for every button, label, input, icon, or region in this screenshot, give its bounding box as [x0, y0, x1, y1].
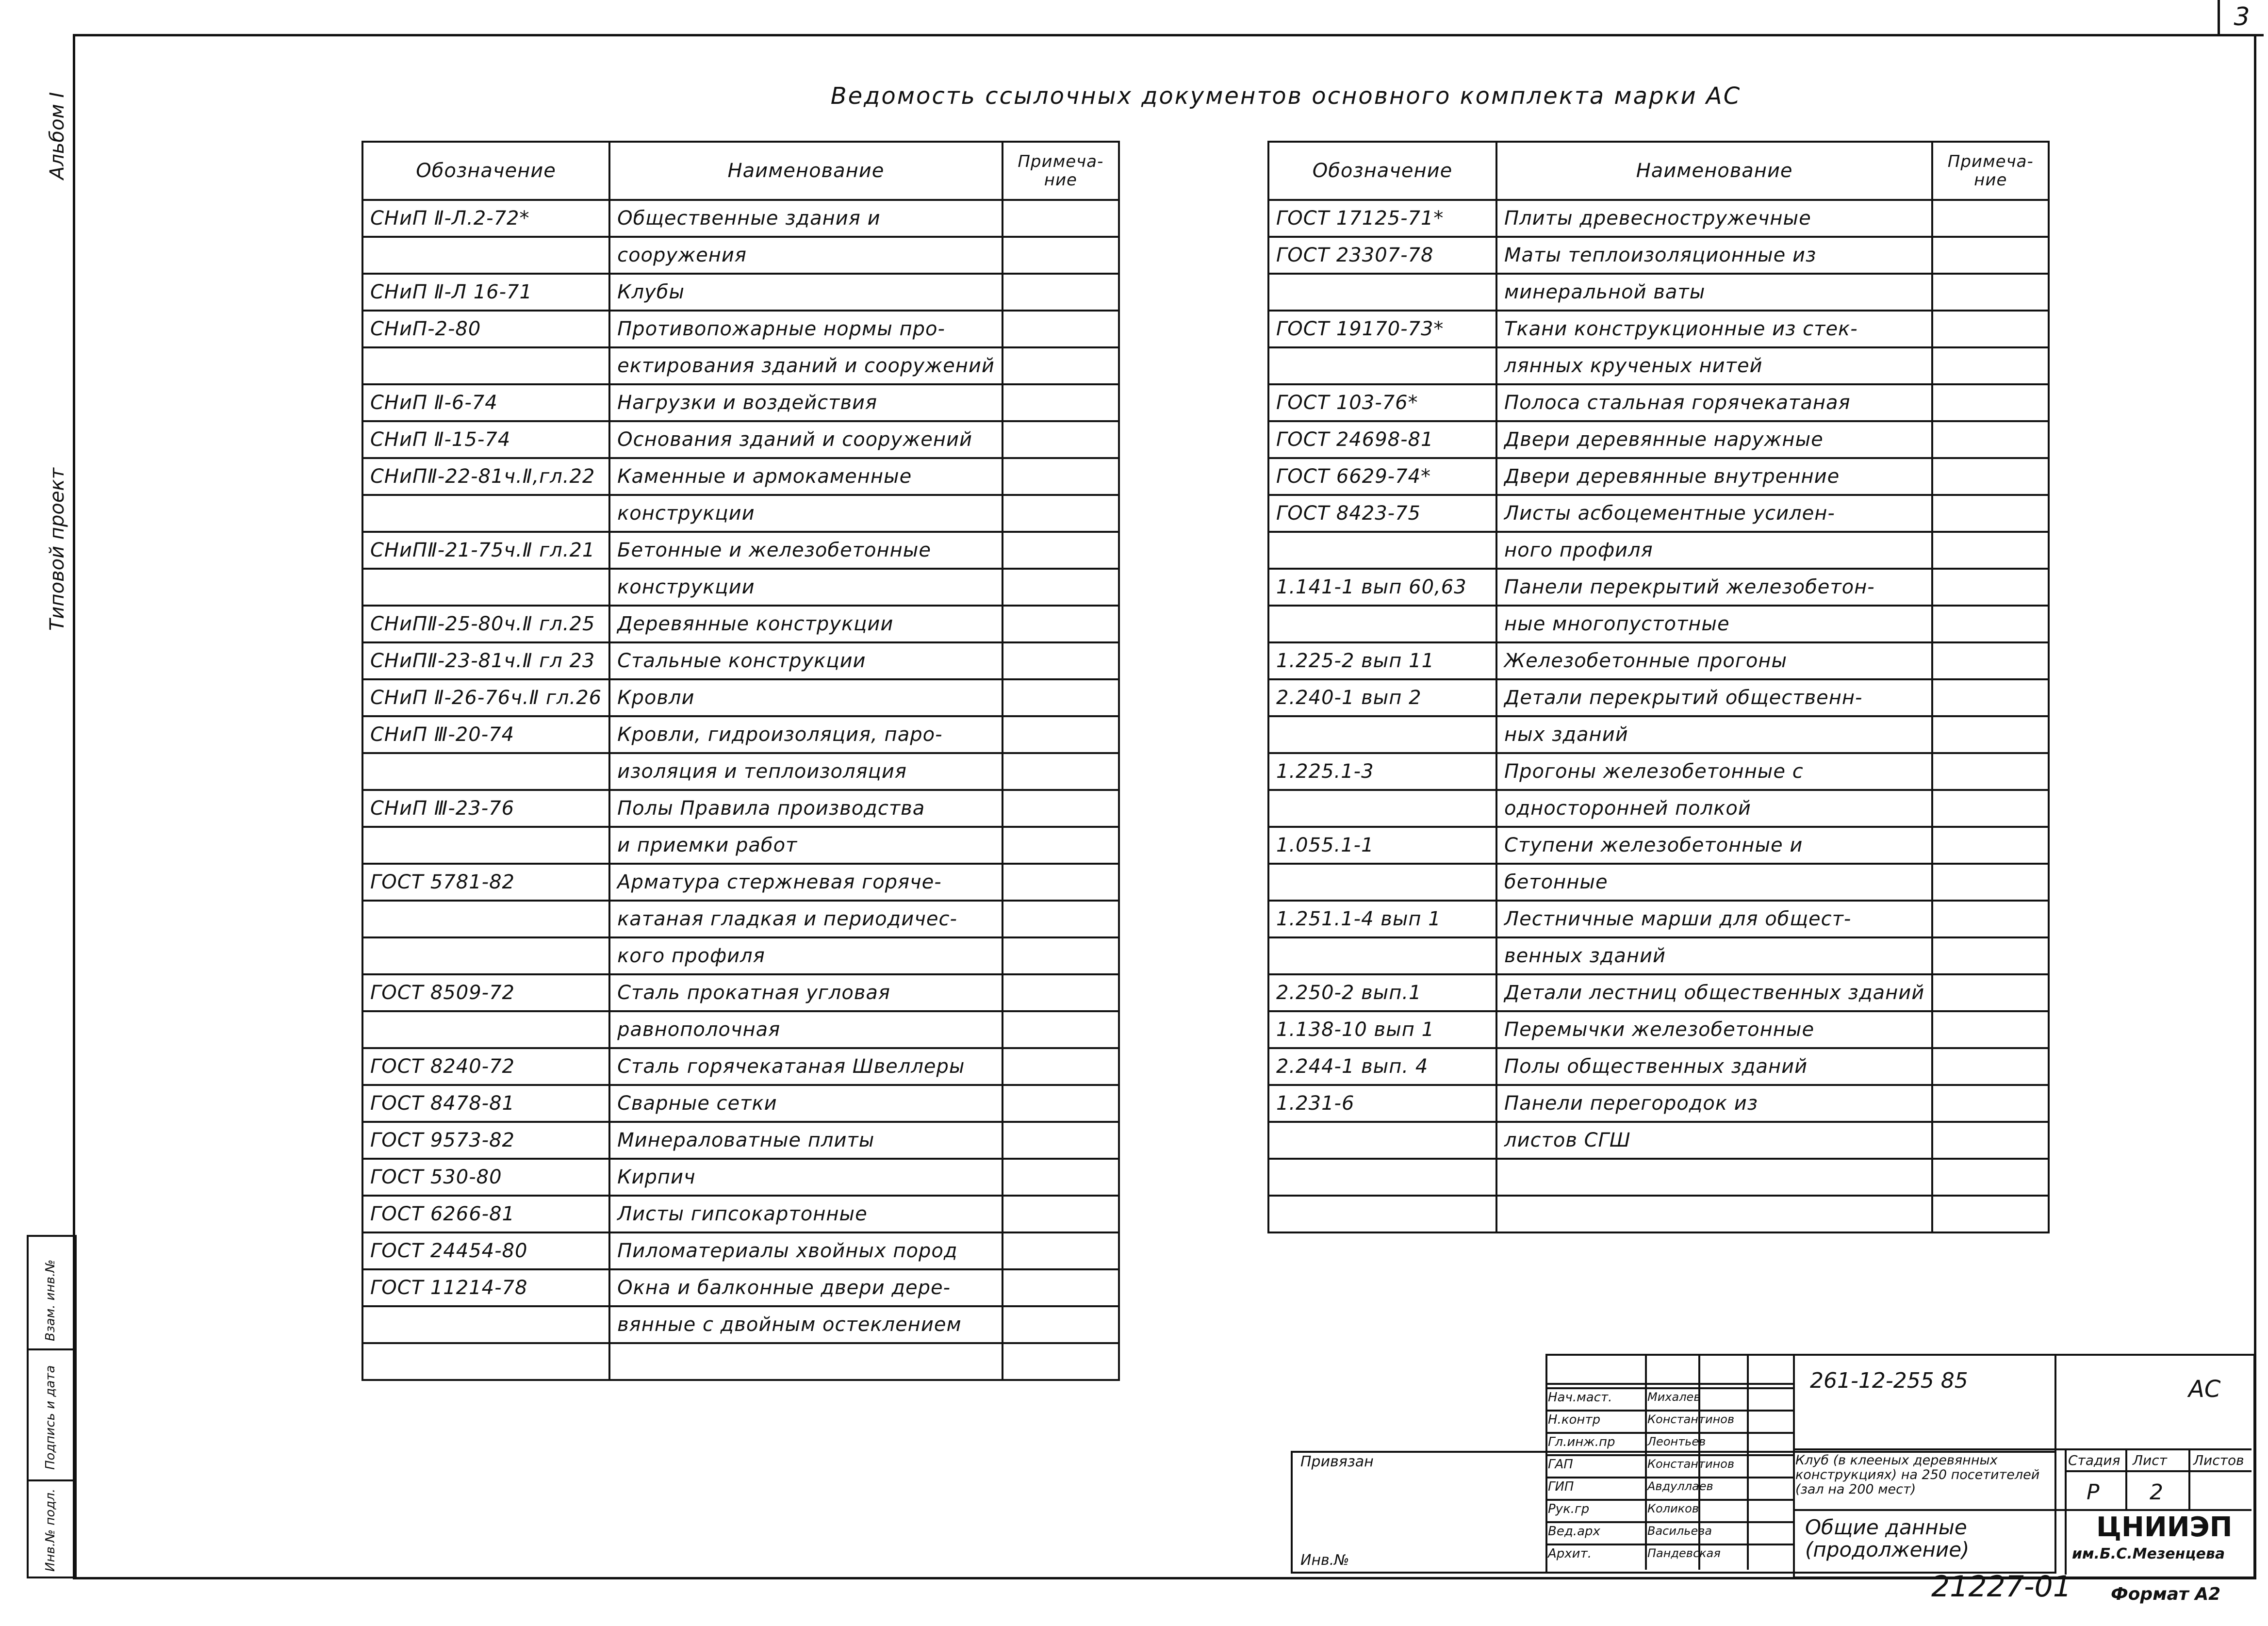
name-cell: равнополочная — [609, 1011, 1003, 1048]
designation-cell: ГОСТ 11214-78 — [362, 1269, 609, 1306]
note-cell — [1003, 274, 1119, 311]
name-cell: лянных крученых нитей — [1496, 347, 1932, 384]
designation-cell: СНиП-2-80 — [362, 311, 609, 347]
table-row — [1268, 1196, 2049, 1232]
name-cell: венных зданий — [1496, 937, 1932, 974]
org-subtitle: им.Б.С.Мезенцева — [2072, 1545, 2225, 1562]
sheet-label: Лист — [2133, 1452, 2167, 1468]
name-cell: Панели перегородок из — [1496, 1085, 1932, 1122]
role-title: Архит. — [1548, 1546, 1592, 1561]
role-divider — [1545, 1477, 1793, 1478]
drawing-mark: АС — [2188, 1376, 2221, 1403]
note-cell — [1932, 311, 2049, 347]
note-cell — [1003, 753, 1119, 790]
name-cell: Сварные сетки — [609, 1085, 1003, 1122]
designation-cell: ГОСТ 530-80 — [362, 1159, 609, 1196]
table-row — [1268, 1048, 2049, 1085]
name-cell: вянные с двойным остеклением — [609, 1306, 1003, 1343]
name-cell: Основания зданий и сооружений — [609, 421, 1003, 458]
sheet-title: Общие данные (продолжение) — [1805, 1515, 1970, 1561]
note-cell — [1003, 421, 1119, 458]
project-label: Типовой проект — [46, 468, 68, 631]
note-cell — [1932, 937, 2049, 974]
name-cell: Полы общественных зданий — [1496, 1048, 1932, 1085]
note-cell — [1003, 1306, 1119, 1343]
stamp-label: Инв.№ подл. — [43, 1488, 58, 1572]
col-name: Наименование — [1496, 142, 1932, 200]
note-cell — [1003, 1122, 1119, 1159]
name-cell: Листы асбоцементные усилен- — [1496, 495, 1932, 532]
name-cell: Каменные и армокаменные — [609, 458, 1003, 495]
note-cell — [1003, 384, 1119, 421]
table-row — [362, 642, 1119, 679]
role-title: ГИП — [1548, 1479, 1574, 1494]
name-cell: Перемычки железобетонные — [1496, 1011, 1932, 1048]
role-divider — [1545, 1410, 1793, 1412]
name-cell: Железобетонные прогоны — [1496, 642, 1932, 679]
table-row — [362, 679, 1119, 716]
table-row — [1268, 532, 2049, 569]
table-row — [362, 1085, 1119, 1122]
designation-cell — [362, 1306, 609, 1343]
org-name: ЦНИИЭП — [2096, 1511, 2233, 1543]
col-designation: Обозначение — [1268, 142, 1496, 200]
role-person: Константинов — [1647, 1457, 1735, 1471]
designation-cell: ГОСТ 103-76* — [1268, 384, 1496, 421]
table-row — [362, 384, 1119, 421]
note-cell — [1932, 495, 2049, 532]
name-cell — [609, 1343, 1003, 1380]
table-row — [362, 716, 1119, 753]
designation-cell — [362, 937, 609, 974]
designation-cell — [1268, 347, 1496, 384]
designation-cell — [362, 237, 609, 274]
note-cell — [1003, 1196, 1119, 1232]
name-cell: ные многопустотные — [1496, 606, 1932, 642]
name-cell: Детали лестниц общественных зданий — [1496, 974, 1932, 1011]
table-row — [362, 753, 1119, 790]
table-row — [1268, 1085, 2049, 1122]
role-person: Михалев — [1647, 1390, 1701, 1404]
table-row — [1268, 1011, 2049, 1048]
note-cell — [1003, 1085, 1119, 1122]
designation-cell: ГОСТ 23307-78 — [1268, 237, 1496, 274]
designation-cell — [1268, 606, 1496, 642]
format-label: Формат А2 — [2111, 1584, 2221, 1604]
note-cell — [1003, 1343, 1119, 1380]
table-row — [1268, 679, 2049, 716]
designation-cell: СНиП Ⅲ-20-74 — [362, 716, 609, 753]
designation-cell: 1.141-1 вып 60,63 — [1268, 569, 1496, 606]
note-cell — [1932, 827, 2049, 864]
table-row — [1268, 753, 2049, 790]
name-cell: Ступени железобетонные и — [1496, 827, 1932, 864]
table-row — [362, 606, 1119, 642]
designation-cell: СНиП Ⅱ-26-76ч.Ⅱ гл.26 — [362, 679, 609, 716]
name-cell: листов СГШ — [1496, 1122, 1932, 1159]
note-cell — [1003, 716, 1119, 753]
note-cell — [1932, 532, 2049, 569]
note-cell — [1932, 790, 2049, 827]
role-title: Нач.маст. — [1548, 1390, 1612, 1405]
note-cell — [1003, 458, 1119, 495]
designation-cell — [1268, 532, 1496, 569]
table-row — [1268, 237, 2049, 274]
designation-cell — [1268, 716, 1496, 753]
role-title: Вед.арх — [1548, 1524, 1600, 1539]
album-label: Альбом I — [46, 92, 68, 180]
designation-cell — [1268, 274, 1496, 311]
designation-cell — [362, 569, 609, 606]
name-cell: кого профиля — [609, 937, 1003, 974]
table-row — [362, 532, 1119, 569]
designation-cell — [1268, 1159, 1496, 1196]
role-title: Н.контр — [1548, 1412, 1601, 1427]
role-title: ГАП — [1548, 1457, 1573, 1472]
name-cell: Минераловатные плиты — [609, 1122, 1003, 1159]
designation-cell: СНиП Ⅲ-23-76 — [362, 790, 609, 827]
table-row — [1268, 569, 2049, 606]
name-cell: Панели перекрытий железобетон- — [1496, 569, 1932, 606]
role-divider — [1545, 1544, 1793, 1545]
designation-cell: 1.251.1-4 вып 1 — [1268, 901, 1496, 937]
role-person: Васильева — [1647, 1524, 1712, 1538]
note-cell — [1932, 1085, 2049, 1122]
table-row — [362, 311, 1119, 347]
margin-stamp — [27, 1235, 77, 1578]
table-row — [362, 458, 1119, 495]
note-cell — [1932, 569, 2049, 606]
note-cell — [1932, 716, 2049, 753]
designation-cell: СНиП Ⅱ-Л 16-71 — [362, 274, 609, 311]
designation-cell: ГОСТ 8423-75 — [1268, 495, 1496, 532]
stamp-label: Подпись и дата — [43, 1365, 58, 1470]
table-row — [1268, 421, 2049, 458]
note-cell — [1932, 1159, 2049, 1196]
note-cell — [1003, 642, 1119, 679]
sheets-label: Листов — [2193, 1452, 2244, 1468]
name-cell: ектирования зданий и сооружений — [609, 347, 1003, 384]
note-cell — [1932, 864, 2049, 901]
table-row — [1268, 827, 2049, 864]
table-row — [362, 347, 1119, 384]
table-row — [362, 864, 1119, 901]
designation-cell: ГОСТ 9573-82 — [362, 1122, 609, 1159]
name-cell: Сталь прокатная угловая — [609, 974, 1003, 1011]
note-cell — [1003, 679, 1119, 716]
note-cell — [1932, 1048, 2049, 1085]
table-row — [1268, 606, 2049, 642]
name-cell: Кровли — [609, 679, 1003, 716]
designation-cell — [1268, 1196, 1496, 1232]
designation-cell: ГОСТ 24454-80 — [362, 1232, 609, 1269]
name-cell: бетонные — [1496, 864, 1932, 901]
stamp-label: Взам. инв.№ — [43, 1259, 58, 1341]
name-cell: сооружения — [609, 237, 1003, 274]
designation-cell — [362, 495, 609, 532]
designation-cell: 2.250-2 вып.1 — [1268, 974, 1496, 1011]
name-cell: Арматура стержневая горяче- — [609, 864, 1003, 901]
note-cell — [1932, 1196, 2049, 1232]
note-cell — [1003, 1048, 1119, 1085]
name-cell: и приемки работ — [609, 827, 1003, 864]
designation-cell: 1.231-6 — [1268, 1085, 1496, 1122]
name-cell: Общественные здания и — [609, 200, 1003, 237]
note-cell — [1003, 532, 1119, 569]
name-cell: минеральной ваты — [1496, 274, 1932, 311]
table-row — [1268, 790, 2049, 827]
designation-cell: 1.138-10 вып 1 — [1268, 1011, 1496, 1048]
role-person: Коликов — [1647, 1502, 1699, 1515]
col-note: Примеча- ние — [1003, 142, 1119, 200]
table-row — [1268, 495, 2049, 532]
name-cell: катаная гладкая и периодичес- — [609, 901, 1003, 937]
designation-cell — [362, 347, 609, 384]
table-row — [362, 1048, 1119, 1085]
designation-cell: 1.225-2 вып 11 — [1268, 642, 1496, 679]
name-cell: Кирпич — [609, 1159, 1003, 1196]
designation-cell — [362, 1011, 609, 1048]
name-cell: Нагрузки и воздействия — [609, 384, 1003, 421]
designation-cell: СНиПⅡ-23-81ч.Ⅱ гл 23 — [362, 642, 609, 679]
role-title: Гл.инж.пр — [1548, 1435, 1615, 1449]
name-cell: Стальные конструкции — [609, 642, 1003, 679]
name-cell: Окна и балконные двери дере- — [609, 1269, 1003, 1306]
table-row — [1268, 937, 2049, 974]
name-cell: конструкции — [609, 495, 1003, 532]
stage-value: Р — [2087, 1480, 2100, 1505]
reference-table-right — [1267, 141, 2050, 1233]
note-cell — [1003, 790, 1119, 827]
name-cell: Двери деревянные внутренние — [1496, 458, 1932, 495]
role-person: Леонтьев — [1647, 1435, 1706, 1448]
table-row — [362, 1306, 1119, 1343]
table-row — [1268, 458, 2049, 495]
col-designation: Обозначение — [362, 142, 609, 200]
designation-cell — [1268, 790, 1496, 827]
note-cell — [1003, 347, 1119, 384]
name-cell: Клубы — [609, 274, 1003, 311]
table-row — [362, 827, 1119, 864]
designation-cell — [1268, 1122, 1496, 1159]
role-divider — [1545, 1432, 1793, 1434]
table-row — [362, 569, 1119, 606]
name-cell: Двери деревянные наружные — [1496, 421, 1932, 458]
designation-cell: ГОСТ 8509-72 — [362, 974, 609, 1011]
note-cell — [1003, 569, 1119, 606]
sheet-number: 3 — [2218, 0, 2264, 36]
designation-cell — [1268, 864, 1496, 901]
name-cell: изоляция и теплоизоляция — [609, 753, 1003, 790]
table-row — [362, 1232, 1119, 1269]
table-row — [362, 1011, 1119, 1048]
table-row — [362, 1122, 1119, 1159]
note-cell — [1932, 606, 2049, 642]
designation-cell: ГОСТ 6629-74* — [1268, 458, 1496, 495]
name-cell: Листы гипсокартонные — [609, 1196, 1003, 1232]
table-row — [1268, 642, 2049, 679]
col-name: Наименование — [609, 142, 1003, 200]
table-row — [1268, 974, 2049, 1011]
note-cell — [1003, 827, 1119, 864]
name-cell: Бетонные и железобетонные — [609, 532, 1003, 569]
name-cell: Полоса стальная горячекатаная — [1496, 384, 1932, 421]
note-cell — [1003, 200, 1119, 237]
note-cell — [1003, 495, 1119, 532]
name-cell: конструкции — [609, 569, 1003, 606]
stage-label: Стадия — [2068, 1452, 2120, 1468]
designation-cell: СНиПⅡ-21-75ч.Ⅱ гл.21 — [362, 532, 609, 569]
note-cell — [1003, 1011, 1119, 1048]
table-row — [1268, 901, 2049, 937]
table-row — [1268, 200, 2049, 237]
note-cell — [1932, 237, 2049, 274]
designation-cell: ГОСТ 8240-72 — [362, 1048, 609, 1085]
name-cell: ных зданий — [1496, 716, 1932, 753]
note-cell — [1003, 606, 1119, 642]
role-divider — [1545, 1521, 1793, 1523]
table-row — [1268, 347, 2049, 384]
note-cell — [1932, 679, 2049, 716]
table-row — [362, 974, 1119, 1011]
note-cell — [1932, 1122, 2049, 1159]
role-person: Авдуллаев — [1647, 1479, 1713, 1493]
note-cell — [1932, 347, 2049, 384]
table-row — [1268, 311, 2049, 347]
designation-cell: СНиПⅡ-22-81ч.Ⅱ,гл.22 — [362, 458, 609, 495]
name-cell: односторонней полкой — [1496, 790, 1932, 827]
name-cell: Кровли, гидроизоляция, паро- — [609, 716, 1003, 753]
note-cell — [1003, 237, 1119, 274]
designation-cell — [362, 901, 609, 937]
table-row — [362, 237, 1119, 274]
document-title: Ведомость ссылочных документов основного комплекта марки АС — [830, 82, 1742, 110]
drawing-code: 261-12-255 85 — [1810, 1368, 1968, 1393]
sheet-value: 2 — [2150, 1480, 2163, 1505]
note-cell — [1003, 1269, 1119, 1306]
designation-cell: 2.244-1 вып. 4 — [1268, 1048, 1496, 1085]
table-row — [362, 1159, 1119, 1196]
table-row — [362, 1269, 1119, 1306]
name-cell: Лестничные марши для общест- — [1496, 901, 1932, 937]
designation-cell: СНиПⅡ-25-80ч.Ⅱ гл.25 — [362, 606, 609, 642]
note-cell — [1003, 974, 1119, 1011]
reference-table-left — [362, 141, 1120, 1381]
name-cell: Детали перекрытий общественн- — [1496, 679, 1932, 716]
designation-cell — [362, 1343, 609, 1380]
role-divider — [1545, 1454, 1793, 1456]
table-row — [1268, 864, 2049, 901]
designation-cell: ГОСТ 17125-71* — [1268, 200, 1496, 237]
note-cell — [1932, 1011, 2049, 1048]
role-divider — [1545, 1387, 1793, 1389]
role-person: Пандевская — [1647, 1546, 1721, 1560]
table-row — [362, 274, 1119, 311]
inv-label: Инв.№ — [1300, 1552, 1349, 1569]
designation-cell: СНиП Ⅱ-Л.2-72* — [362, 200, 609, 237]
name-cell: Маты теплоизоляционные из — [1496, 237, 1932, 274]
name-cell: Полы Правила производства — [609, 790, 1003, 827]
table-row — [362, 937, 1119, 974]
role-title: Рук.гр — [1548, 1502, 1590, 1516]
table-row — [1268, 716, 2049, 753]
note-cell — [1003, 1159, 1119, 1196]
note-cell — [1003, 901, 1119, 937]
designation-cell: 1.225.1-3 — [1268, 753, 1496, 790]
name-cell — [1496, 1196, 1932, 1232]
name-cell: Сталь горячекатаная Швеллеры — [609, 1048, 1003, 1085]
name-cell: Противопожарные нормы про- — [609, 311, 1003, 347]
table-row — [362, 421, 1119, 458]
name-cell: Деревянные конструкции — [609, 606, 1003, 642]
table-row — [362, 790, 1119, 827]
designation-cell: ГОСТ 8478-81 — [362, 1085, 609, 1122]
note-cell — [1932, 753, 2049, 790]
designation-cell: 1.055.1-1 — [1268, 827, 1496, 864]
note-cell — [1003, 864, 1119, 901]
table-row — [362, 495, 1119, 532]
name-cell: Прогоны железобетонные с — [1496, 753, 1932, 790]
table-row — [1268, 274, 2049, 311]
note-cell — [1932, 901, 2049, 937]
name-cell: Пиломатериалы хвойных пород — [609, 1232, 1003, 1269]
table-row — [362, 200, 1119, 237]
role-person: Константинов — [1647, 1412, 1735, 1426]
name-cell — [1496, 1159, 1932, 1196]
designation-cell: СНиП Ⅱ-15-74 — [362, 421, 609, 458]
note-cell — [1932, 974, 2049, 1011]
designation-cell: ГОСТ 5781-82 — [362, 864, 609, 901]
role-divider — [1545, 1499, 1793, 1501]
note-cell — [1932, 200, 2049, 237]
note-cell — [1932, 384, 2049, 421]
note-cell — [1003, 1232, 1119, 1269]
designation-cell: ГОСТ 6266-81 — [362, 1196, 609, 1232]
object-name: Клуб (в клееных деревянных конструкциях) на 250 посетителей (зал на 200 мест) — [1795, 1453, 2040, 1497]
note-cell — [1932, 642, 2049, 679]
col-note: Примеча- ние — [1932, 142, 2049, 200]
designation-cell: СНиП Ⅱ-6-74 — [362, 384, 609, 421]
designation-cell: ГОСТ 19170-73* — [1268, 311, 1496, 347]
table-row — [1268, 1159, 2049, 1196]
name-cell: Ткани конструкционные из стек- — [1496, 311, 1932, 347]
designation-cell — [1268, 937, 1496, 974]
note-cell — [1932, 421, 2049, 458]
bound-label: Привязан — [1300, 1453, 1374, 1470]
table-row — [362, 901, 1119, 937]
note-cell — [1003, 311, 1119, 347]
name-cell: ного профиля — [1496, 532, 1932, 569]
designation-cell: 2.240-1 вып 2 — [1268, 679, 1496, 716]
note-cell — [1003, 937, 1119, 974]
note-cell — [1932, 274, 2049, 311]
table-row — [1268, 384, 2049, 421]
designation-cell — [362, 827, 609, 864]
table-row — [362, 1343, 1119, 1380]
designation-cell — [362, 753, 609, 790]
table-row — [362, 1196, 1119, 1232]
note-cell — [1932, 458, 2049, 495]
table-row — [1268, 1122, 2049, 1159]
archive-number: 21227-01 — [1931, 1570, 2071, 1604]
name-cell: Плиты древесностружечные — [1496, 200, 1932, 237]
designation-cell: ГОСТ 24698-81 — [1268, 421, 1496, 458]
